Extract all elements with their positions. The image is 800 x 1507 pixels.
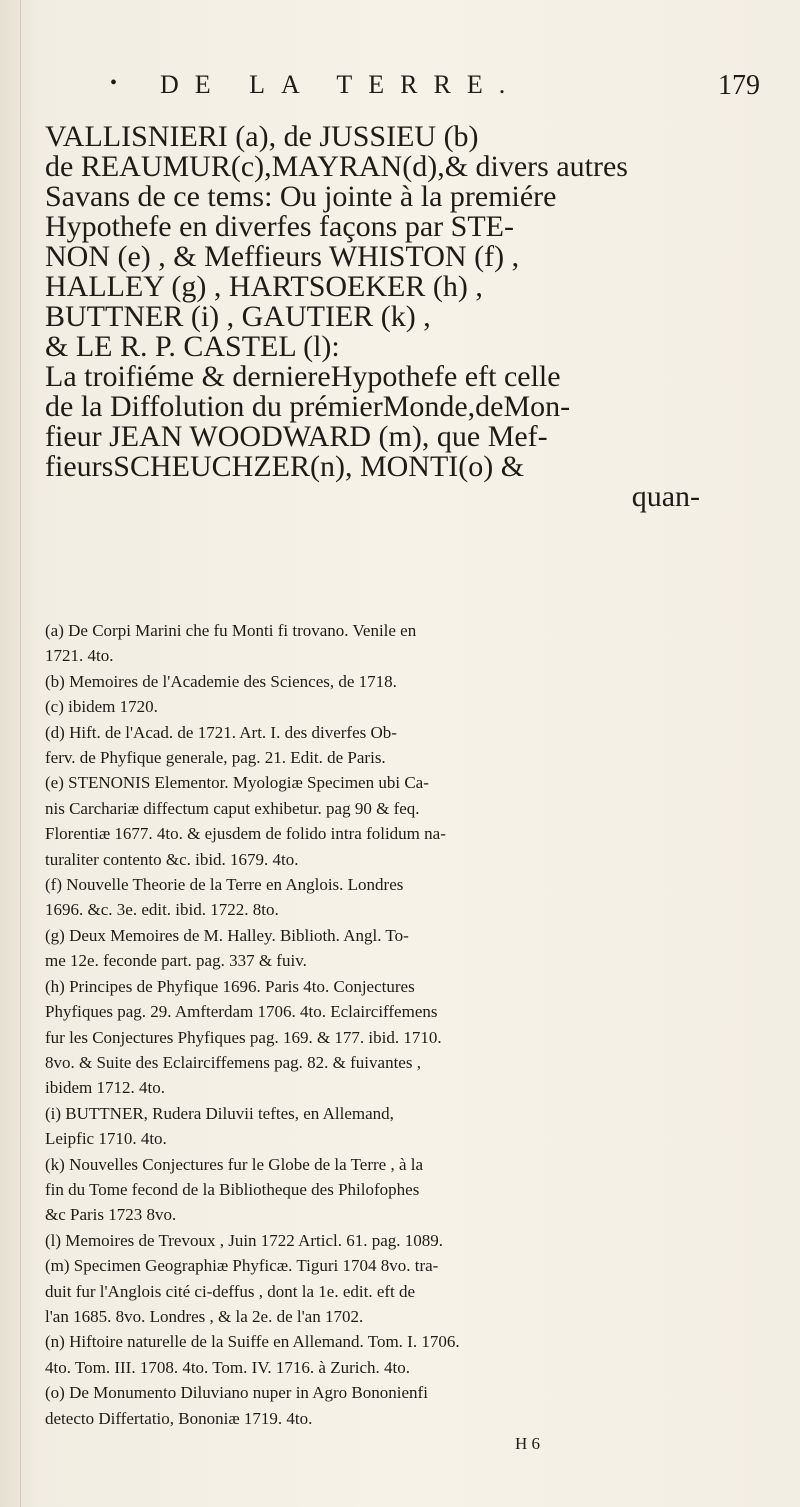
text-line: fieursSCHEUCHZER(n), MONTI(o) & [45,450,525,483]
footnote-line: (a) De Corpi Marini che fu Monti fi trovano. Venile en [45,621,417,640]
footnote-line: detecto Differtatio, Bononiæ 1719. 4to. [45,1408,313,1428]
footnote-line: nis Carchariæ diffectum caput exhibetur. pag 90 & feq. [45,798,420,818]
footnote-line: (i) BUTTNER, Rudera Diluvii teftes, en Allemand, [45,1103,394,1123]
text-line: & LE R. P. CASTEL (l): [45,330,340,363]
footnote-line: (m) Specimen Geographiæ Phyficæ. Tiguri 1704 8vo. tra- [45,1256,439,1276]
text-line: La troifiéme & derniereHypothefe eft celle [45,360,561,393]
running-head: DE LA TERRE. [160,70,522,99]
footnotes [45,618,765,1456]
footnote-line: l'an 1685. 8vo. Londres , & la 2e. de l'an 1702. [45,1306,364,1326]
text-line: HALLEY (g) , HARTSOEKER (h) , [45,270,483,303]
footnote-line: (e) STENONIS Elementor. Myologiæ Specimen ubi Ca- [45,773,429,793]
header-dot: • [110,72,118,94]
footnote-line: (n) Hiftoire naturelle de la Suiffe en Allemand. Tom. I. 1706. [45,1332,460,1352]
footnote-line: Phyfiques pag. 29. Amfterdam 1706. 4to. Eclairciffemens [45,1002,438,1022]
footnote-line: 4to. Tom. III. 1708. 4to. Tom. IV. 1716. à Zurich. 4to. [45,1357,410,1377]
footnote-line: Leipfic 1710. 4to. [45,1129,167,1149]
text-line: fieur JEAN WOODWARD (m), que Mef- [45,420,548,453]
text-line: de la Diffolution du prémierMonde,deMon- [45,390,571,423]
text-line: Savans de ce tems: Ou jointe à la premiére [45,180,557,213]
text-line: BUTTNER (i) , GAUTIER (k) , [45,300,431,333]
footnote-line: turaliter contento &c. ibid. 1679. 4to. [45,849,299,869]
footnote-line: (k) Nouvelles Conjectures fur le Globe de la Terre , à la [45,1154,424,1174]
footnote-line: (f) Nouvelle Theorie de la Terre en Anglois. Londres [45,875,404,895]
footnote-line: fin du Tome fecond de la Bibliotheque des Philofophes [45,1179,420,1199]
main-text [45,122,755,512]
page-gutter [20,0,21,1507]
footnote-line: fur les Conjectures Phyfiques pag. 169. & 177. ibid. 1710. [45,1027,442,1047]
footnote-line: Florentiæ 1677. 4to. & ejusdem de folido intra folidum na- [45,824,446,844]
footnote-line: 8vo. & Suite des Eclairciffemens pag. 82. & fuivantes , [45,1052,421,1072]
footnote-line: (c) ibidem 1720. [45,697,158,717]
catchword: quan- [631,480,700,513]
footnote-line: (h) Principes de Phyfique 1696. Paris 4to. Conjectures [45,976,415,996]
footnote-line: (d) Hift. de l'Acad. de 1721. Art. I. des diverfes Ob- [45,722,397,742]
footnote-line: (g) Deux Memoires de M. Halley. Biblioth. Angl. To- [45,925,409,945]
footnote-line: (o) De Monumento Diluviano nuper in Agro Bononienfi [45,1383,428,1403]
footnote-line: me 12e. feconde part. pag. 337 & fuiv. [45,951,307,971]
footnote-line: (b) Memoires de l'Academie des Sciences, de 1718. [45,671,397,691]
page-number: 179 [718,70,760,101]
footnote-line: 1721. 4to. [45,646,114,666]
signature-mark: H 6 [515,1434,541,1453]
footnote-line: ferv. de Phyfique generale, pag. 21. Edit. de Paris. [45,748,386,768]
text-line: VALLISNIERI (a), de JUSSIEU (b) [45,120,479,153]
footnote-line: ibidem 1712. 4to. [45,1078,165,1098]
text-line: de REAUMUR(c),MAYRAN(d),& divers autres [45,150,628,183]
footnote-line: (l) Memoires de Trevoux , Juin 1722 Articl. 61. pag. 1089. [45,1230,444,1250]
footnote-line: &c Paris 1723 8vo. [45,1205,177,1225]
text-line: Hypothefe en diverfes façons par STE- [45,210,514,243]
text-line: NON (e) , & Meffieurs WHISTON (f) , [45,240,520,273]
footnote-line: 1696. &c. 3e. edit. ibid. 1722. 8to. [45,900,279,920]
footnote-line: duit fur l'Anglois cité ci-deffus , dont la 1e. edit. eft de [45,1281,416,1301]
running-header [110,70,760,110]
